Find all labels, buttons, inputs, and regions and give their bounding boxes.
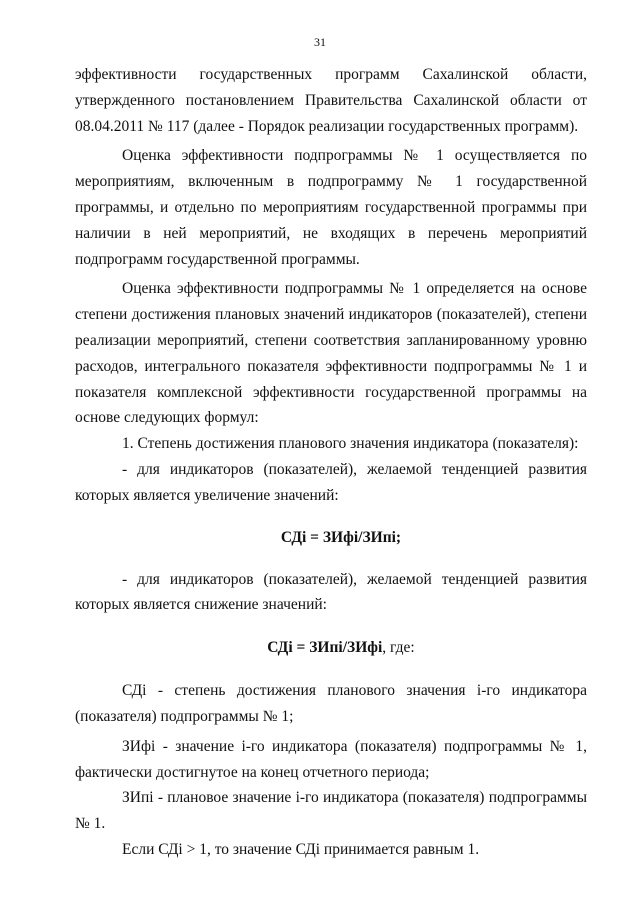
page-number: 31	[314, 35, 326, 49]
paragraph-program-order: эффективности государственных программ Сахалинской области, утвержденного постановлением Правительства Сахалинской области от 08.04.2011 № 117 (далее - Порядок реализации государственных программ).	[75, 66, 587, 135]
paragraph-evaluation-scope: Оценка эффективности подпрограммы № 1 осуществляется по мероприятиям, включенным в подпрограмму № 1 государственной программы, и отдельно по мероприятиям государственной программы при наличии в ней мероприятий, не входящих в перечень мероприятий подпрограмм государственной программы.	[75, 147, 587, 268]
formula-decrease	[75, 635, 587, 661]
definition-zipi: ЗИпi - плановое значение i-го индикатора (показателя) подпрограммы № 1.	[75, 789, 587, 833]
definition-sdi: СДi - степень достижения планового значения i-го индикатора (показателя) подпрограммы № 1;	[75, 682, 587, 725]
formula-increase	[75, 525, 587, 551]
formula-decrease-text: СДi = ЗИпi/ЗИфi	[267, 639, 383, 657]
definition-zifi: ЗИфi - значение i-го индикатора (показателя) подпрограммы № 1, фактически достигнутое на конец отчетного периода;	[75, 737, 587, 781]
formula-increase-text: СДi = ЗИфi/ЗИпi;	[280, 528, 402, 546]
paragraph-evaluation-basis: Оценка эффективности подпрограммы № 1 определяется на основе степени достижения плановых значений индикаторов (показателей), степени реализации мероприятий, степени соответствия запланированному уровню расходов, интегрального показателя эффективности подпрограммы № 1 и показателя комплексной эффективности государственной программы на основе следующих формул:	[75, 280, 587, 427]
paragraph-sdi-cap: Если СДi > 1, то значение СДi принимается равным 1.	[122, 840, 480, 858]
paragraph-increase-indicators: - для индикаторов (показателей), желаемой тенденцией развития которых является увеличение значений:	[75, 460, 587, 504]
formula-decrease-suffix: , где:	[382, 639, 415, 657]
document-body	[75, 62, 587, 863]
paragraph-decrease-indicators: - для индикаторов (показателей), желаемой тенденцией развития которых является снижение значений:	[75, 570, 587, 614]
paragraph-item-1: 1. Степень достижения планового значения индикатора (показателя):	[122, 435, 579, 453]
